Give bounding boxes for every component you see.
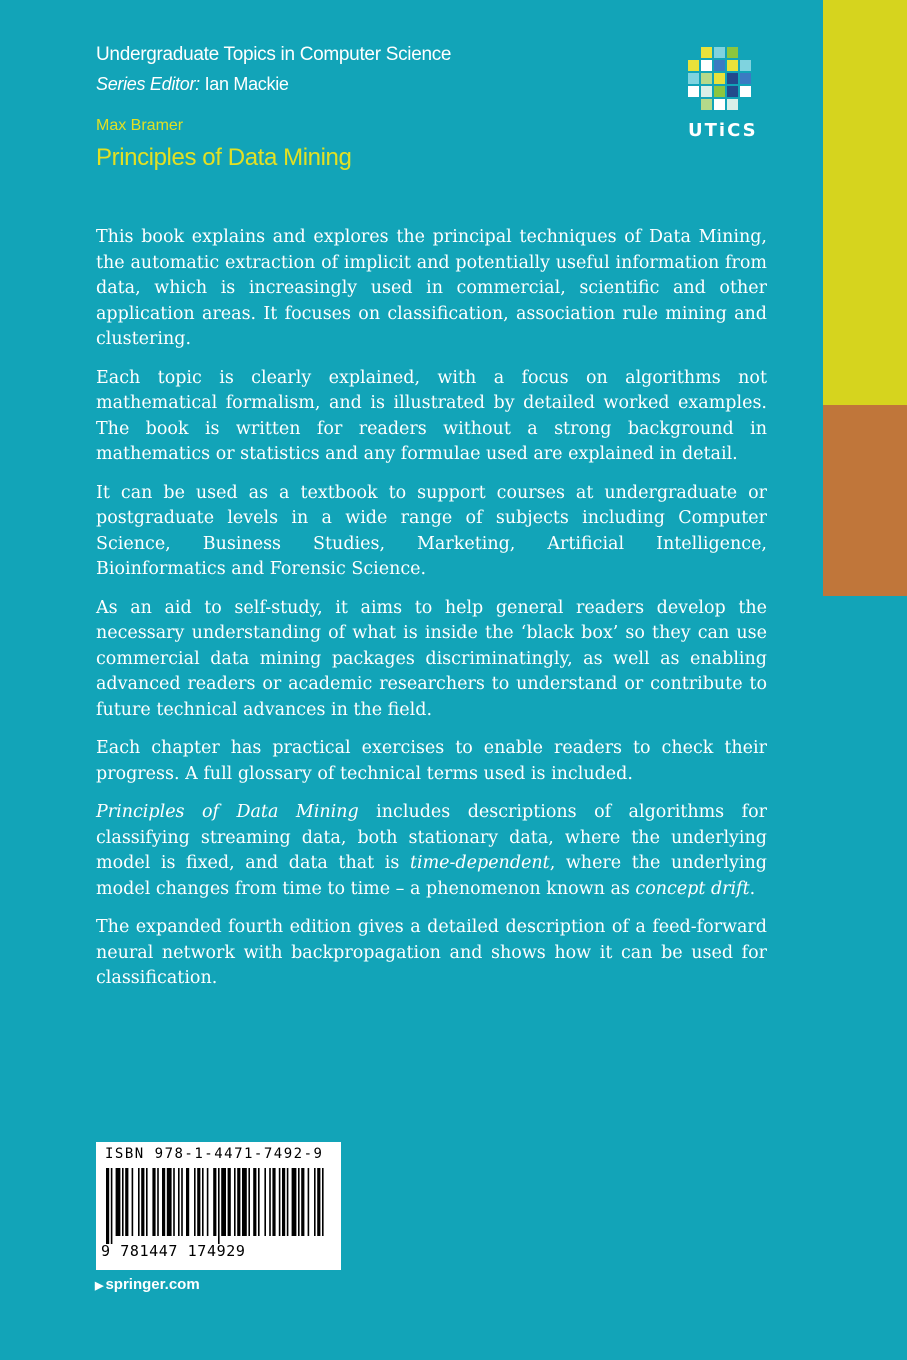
logo-square xyxy=(714,73,725,84)
logo-square xyxy=(701,73,712,84)
logo-square xyxy=(740,60,751,71)
barcode-bar xyxy=(218,1168,220,1244)
barcode-bar xyxy=(234,1168,236,1236)
description-paragraph: Each topic is clearly explained, with a focus on algorithms not mathematical formalism, and is illustrated by detailed worked examples. The book is written for readers without a strong background in mathematics or statistics and any formulae used are explained in detail. xyxy=(96,367,767,464)
book-author: Max Bramer xyxy=(96,117,184,134)
barcode-bar xyxy=(141,1168,144,1236)
series-title: Undergraduate Topics in Computer Science xyxy=(96,44,452,65)
description-paragraph: The expanded fourth edition gives a detailed description of a feed-forward neural network with backpropagation and shows how it can be used for classification. xyxy=(96,917,767,988)
barcode-bar xyxy=(298,1168,300,1236)
barcode-bar xyxy=(173,1168,175,1236)
logo-square xyxy=(701,99,712,110)
arrow-right-icon: ▶ xyxy=(95,1280,104,1292)
barcode-bar xyxy=(237,1168,240,1236)
utics-logo xyxy=(688,47,758,141)
barcode-bar xyxy=(122,1168,124,1236)
barcode-bar xyxy=(111,1168,113,1244)
inline-book-title: Principles of Data Mining xyxy=(96,802,359,822)
barcode-bar xyxy=(181,1168,183,1236)
book-description xyxy=(96,225,767,1005)
barcode-bar xyxy=(292,1168,297,1236)
color-strip-yellow xyxy=(823,0,907,405)
barcode-bar xyxy=(213,1168,216,1236)
logo-square xyxy=(701,60,712,71)
utics-logo-icon xyxy=(688,47,752,111)
barcode-bar xyxy=(248,1168,250,1236)
barcode-bar xyxy=(132,1168,134,1236)
website-text: springer.com xyxy=(105,1276,200,1293)
barcode-bar xyxy=(138,1168,140,1236)
barcode-bar xyxy=(146,1168,148,1236)
logo-square xyxy=(727,47,738,58)
description-paragraph: It can be used as a textbook to support courses at undergraduate or postgraduate levels in a wide range of subjects including Computer Science, Business Studies, Marketing, Artificial Intelligence, Bioinformatics and Forensic Science. xyxy=(96,482,767,579)
logo-square xyxy=(740,73,751,84)
barcode-bar xyxy=(279,1168,281,1236)
description-paragraph: Each chapter has practical exercises to enable readers to check their progress. A full glossary of technical terms used is included. xyxy=(96,738,767,784)
logo-square xyxy=(688,73,699,84)
description-paragraph: Principles of Data Mining includes descriptions of algorithms for classifying streaming data, both stationary data, where the underlying model is fixed, and data that is time-dependent, where the underlying model changes from time to time – a phenomenon known as concept drift. xyxy=(96,802,768,899)
barcode-bar xyxy=(157,1168,159,1236)
barcode-bar xyxy=(207,1168,209,1236)
logo-square xyxy=(714,86,725,97)
barcode-bar xyxy=(202,1168,204,1236)
barcode-bars xyxy=(106,1168,331,1244)
barcode-bar xyxy=(287,1168,289,1236)
barcode-bar xyxy=(308,1168,310,1236)
utics-logo-text: UTiCS xyxy=(688,120,758,141)
barcode-bar xyxy=(317,1168,320,1236)
logo-square xyxy=(727,73,738,84)
barcode-bar xyxy=(167,1168,172,1236)
barcode-bar xyxy=(253,1168,256,1236)
logo-square xyxy=(714,99,725,110)
barcode-bar xyxy=(282,1168,285,1236)
barcode-bar xyxy=(178,1168,180,1236)
logo-square xyxy=(701,47,712,58)
barcode-bar xyxy=(221,1168,226,1236)
logo-square xyxy=(701,86,712,97)
barcode-bar xyxy=(269,1168,271,1236)
publisher-website-link[interactable] xyxy=(95,1276,200,1293)
barcode-bar xyxy=(242,1168,247,1236)
barcode-bar xyxy=(301,1168,304,1236)
barcode-bar xyxy=(125,1168,128,1236)
barcode-bar xyxy=(116,1168,121,1236)
logo-square xyxy=(740,86,751,97)
barcode-bar xyxy=(228,1168,231,1236)
barcode-bar xyxy=(152,1168,155,1236)
term-concept-drift: concept drift xyxy=(635,878,750,899)
series-editor-name: Ian Mackie xyxy=(204,74,289,94)
series-editor xyxy=(96,74,289,95)
color-strip xyxy=(823,0,907,1360)
barcode-bar xyxy=(264,1168,266,1236)
barcode-bar xyxy=(272,1168,275,1236)
description-paragraph: This book explains and explores the principal techniques of Data Mining, the automatic extraction of implicit and potentially useful information from data, which is increasingly used in commercial, scientific and other application areas. It focuses on classification, association rule mining and clustering. xyxy=(96,227,767,349)
logo-square xyxy=(714,47,725,58)
isbn-barcode xyxy=(96,1142,341,1270)
logo-square xyxy=(714,60,725,71)
term-time-dependent: time-dependent xyxy=(409,853,550,873)
barcode-bar xyxy=(106,1168,109,1244)
description-paragraph: As an aid to self-study, it aims to help general readers develop the necessary understanding of what is inside the ‘black box’ so they can use commercial data mining packages discriminatingly, as well as enabling advanced readers or academic researchers to understand or contribute to future technical advances in the field. xyxy=(96,597,767,720)
color-strip-orange xyxy=(823,405,907,596)
barcode-bar xyxy=(314,1168,316,1236)
barcode-bar xyxy=(162,1168,165,1236)
isbn-label: ISBN 978-1-4471-7492-9 xyxy=(105,1146,324,1162)
logo-square xyxy=(727,86,738,97)
barcode-bar xyxy=(258,1168,260,1236)
logo-square xyxy=(688,86,699,97)
barcode-bar xyxy=(194,1168,196,1236)
barcode-bar xyxy=(197,1168,200,1236)
book-title: Principles of Data Mining xyxy=(96,144,352,171)
series-editor-label: Series Editor: xyxy=(96,74,200,94)
barcode-bar xyxy=(186,1168,189,1236)
logo-square xyxy=(727,99,738,110)
barcode-bar xyxy=(322,1168,324,1236)
logo-square xyxy=(727,60,738,71)
logo-square xyxy=(688,60,699,71)
barcode-digits: 9 781447 174929 xyxy=(101,1242,246,1260)
